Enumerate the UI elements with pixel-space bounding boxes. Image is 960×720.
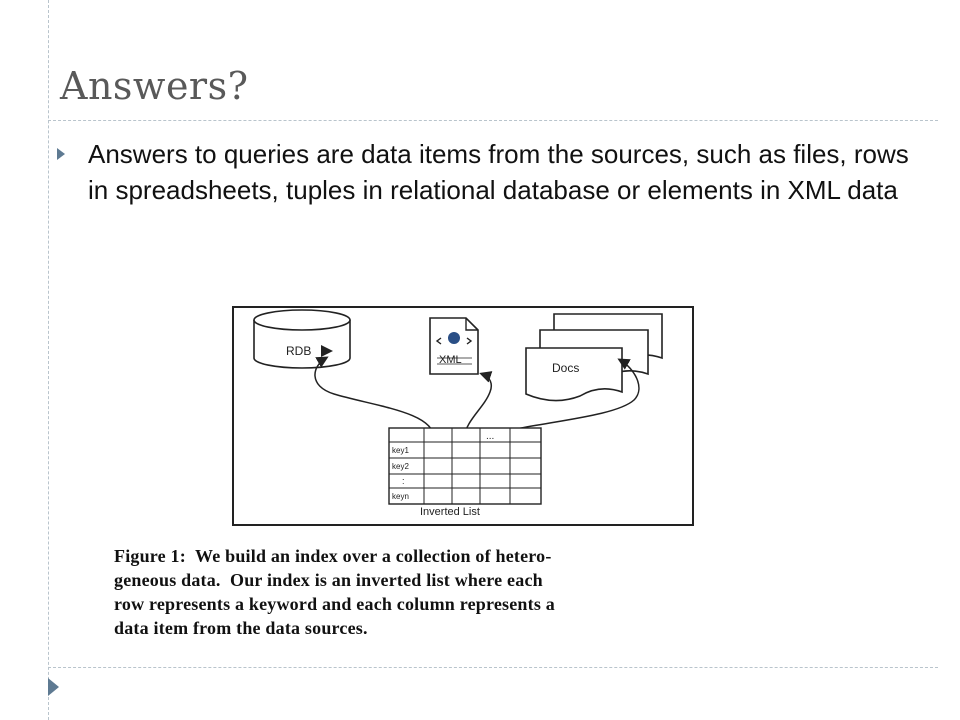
caption-line: data item from the data sources. — [114, 618, 368, 638]
inverted-list-diagram — [234, 308, 692, 524]
arrow-to-rdb — [315, 358, 434, 438]
table-caption: Inverted List — [420, 506, 480, 518]
bullet-text: Answers to queries are data items from the sources, such as files, rows in spreadsheets, tuples in relational database or elements in XML data — [88, 139, 909, 205]
caption-line: Figure 1: We build an index over a collection of hetero- — [114, 546, 552, 566]
row-label: key1 — [392, 446, 409, 455]
footer-divider — [48, 667, 938, 668]
docs-label: Docs — [552, 361, 580, 375]
database-icon — [254, 310, 350, 368]
globe-icon — [448, 332, 460, 344]
caption-line: row represents a keyword and each column represents a — [114, 594, 555, 614]
figure-caption — [114, 544, 834, 640]
row-label: key2 — [392, 462, 409, 471]
slide-title: Answers? — [60, 64, 249, 108]
figure-diagram — [232, 306, 694, 526]
inverted-list-table — [389, 428, 541, 518]
footer-arrow-icon — [48, 678, 59, 696]
documents-icon — [526, 314, 662, 401]
row-label: keyn — [392, 492, 409, 501]
title-divider — [48, 120, 938, 121]
bullet-arrow-icon — [57, 148, 65, 160]
rdb-label: RDB — [286, 344, 312, 358]
caption-line: geneous data. Our index is an inverted list where each — [114, 570, 543, 590]
column-ellipsis: ... — [486, 431, 495, 442]
xml-file-icon — [430, 318, 478, 374]
xml-label: XML — [439, 354, 462, 366]
left-divider — [48, 0, 49, 720]
row-label: : — [402, 476, 405, 486]
